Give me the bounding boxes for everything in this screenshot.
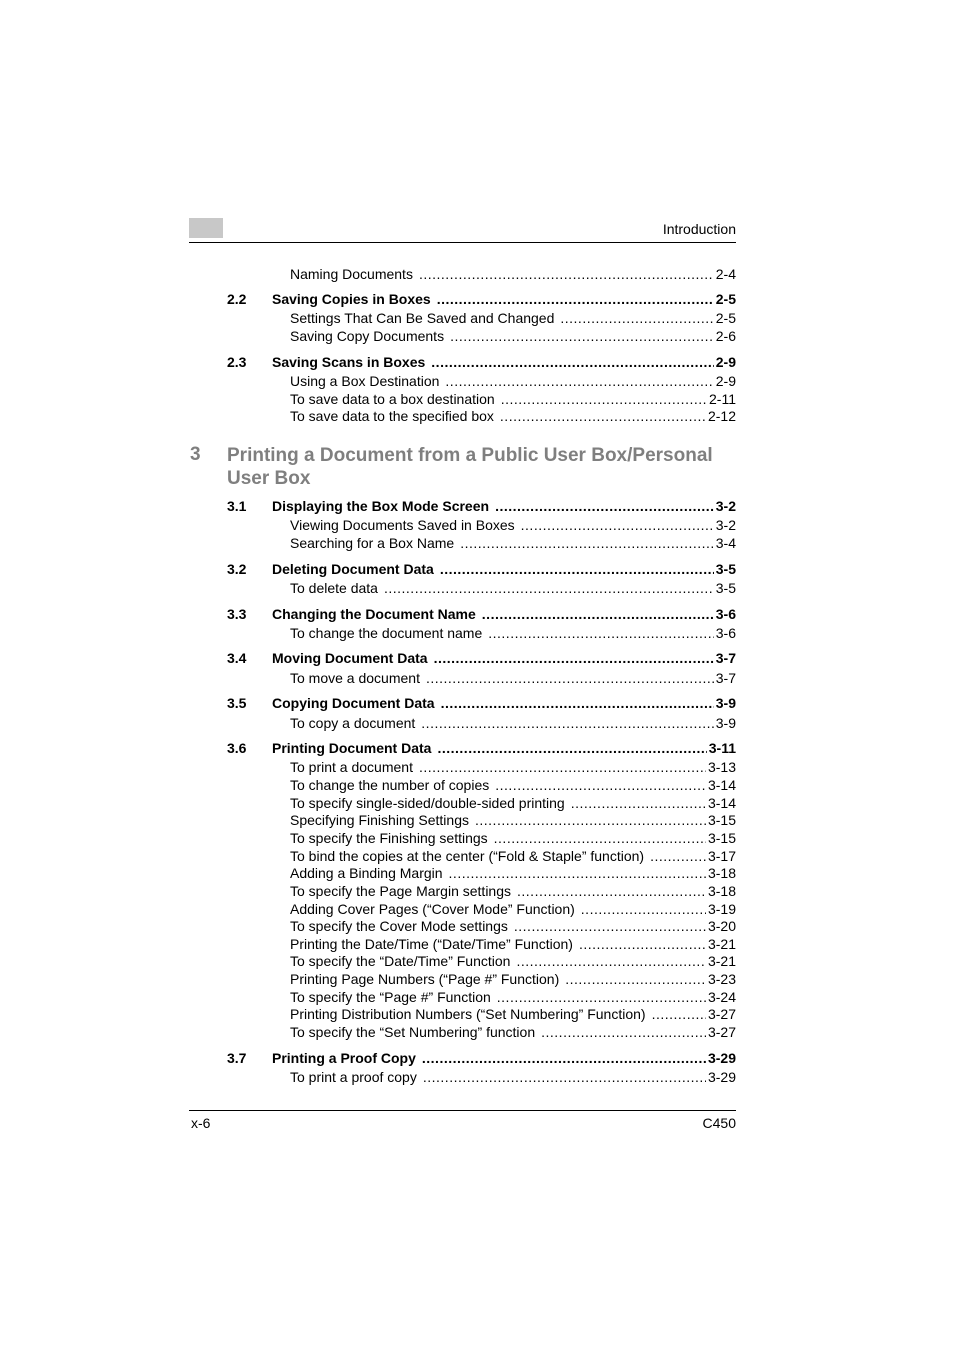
toc-entry[interactable] bbox=[290, 408, 736, 426]
toc-entry[interactable] bbox=[290, 936, 736, 954]
toc-leader bbox=[437, 740, 706, 756]
toc-entry[interactable] bbox=[290, 535, 736, 553]
toc-entry[interactable] bbox=[290, 517, 736, 535]
toc-leader bbox=[495, 498, 714, 514]
toc-entry[interactable] bbox=[290, 625, 736, 643]
toc-leader bbox=[652, 1006, 706, 1022]
toc-leader bbox=[450, 328, 714, 344]
toc-entry-page: 3-27 bbox=[707, 1024, 736, 1040]
toc-entry[interactable] bbox=[290, 1006, 736, 1024]
toc-entry-page: 3-18 bbox=[707, 883, 736, 899]
toc-entry[interactable] bbox=[290, 901, 736, 919]
toc-entry-title: To delete data bbox=[290, 580, 378, 596]
toc-entry-page: 2-9 bbox=[715, 373, 736, 389]
section-number: 3.1 bbox=[227, 498, 247, 514]
toc-section-title: Printing Document Data bbox=[272, 740, 432, 756]
toc-section-page: 2-5 bbox=[715, 291, 736, 307]
toc-leader bbox=[475, 812, 706, 828]
toc-entry-title: To print a proof copy bbox=[290, 1069, 417, 1085]
toc-entry[interactable] bbox=[290, 865, 736, 883]
toc-entry-page: 3-4 bbox=[715, 535, 736, 551]
toc-leader bbox=[500, 408, 706, 424]
toc-entry-page: 3-27 bbox=[707, 1006, 736, 1022]
toc-entry-page: 3-17 bbox=[707, 848, 736, 864]
toc-section-title: Moving Document Data bbox=[272, 650, 428, 666]
toc-entry-title: To specify the Finishing settings bbox=[290, 830, 488, 846]
toc-entry[interactable] bbox=[290, 328, 736, 346]
toc-section-page: 2-9 bbox=[715, 354, 736, 370]
toc-entry-title: To specify the Page Margin settings bbox=[290, 883, 512, 899]
chapter-number: 3 bbox=[190, 444, 201, 465]
toc-entry-title: Saving Copy Documents bbox=[290, 328, 445, 344]
toc-entry[interactable] bbox=[290, 812, 736, 830]
toc-section-page: 3-11 bbox=[708, 740, 736, 756]
toc-leader bbox=[571, 795, 706, 811]
toc-entry[interactable] bbox=[290, 989, 736, 1007]
toc-leader bbox=[434, 650, 714, 666]
section-number: 3.3 bbox=[227, 606, 247, 622]
toc-leader bbox=[445, 373, 713, 389]
toc-entry-page: 3-23 bbox=[707, 971, 736, 987]
section-number: 3.2 bbox=[227, 561, 247, 577]
toc-entry-title: To change the number of copies bbox=[290, 777, 490, 793]
toc-entry[interactable] bbox=[290, 1024, 736, 1042]
toc-leader bbox=[421, 715, 713, 731]
toc-section[interactable] bbox=[272, 606, 736, 624]
toc-section-title: Printing a Proof Copy bbox=[272, 1050, 416, 1066]
header-title: Introduction bbox=[662, 221, 736, 237]
toc-leader bbox=[460, 535, 714, 551]
toc-leader bbox=[501, 391, 707, 407]
toc-leader bbox=[494, 830, 706, 846]
toc-section-title: Copying Document Data bbox=[272, 695, 435, 711]
toc-section[interactable] bbox=[272, 561, 736, 579]
toc-entry-title: To save data to a box destination bbox=[290, 391, 495, 407]
toc-entry-page: 3-21 bbox=[707, 936, 736, 952]
toc-leader bbox=[579, 936, 706, 952]
toc-leader bbox=[423, 1069, 706, 1085]
toc-leader bbox=[422, 1050, 706, 1066]
toc-entry-title: To move a document bbox=[290, 670, 420, 686]
toc-section[interactable] bbox=[272, 1050, 736, 1068]
toc-entry-page: 3-20 bbox=[707, 918, 736, 934]
section-number: 3.5 bbox=[227, 695, 247, 711]
toc-entry-page: 3-6 bbox=[715, 625, 736, 641]
toc-entry-page: 3-24 bbox=[707, 989, 736, 1005]
toc-leader bbox=[419, 759, 706, 775]
toc-entry-page: 3-7 bbox=[715, 670, 736, 686]
toc-section-title: Displaying the Box Mode Screen bbox=[272, 498, 490, 514]
toc-entry-title: Printing Page Numbers (“Page #” Function) bbox=[290, 971, 560, 987]
toc-entry-page: 3-14 bbox=[707, 795, 736, 811]
toc-entry-title: Printing the Date/Time (“Date/Time” Function) bbox=[290, 936, 573, 952]
toc-entry-title: Searching for a Box Name bbox=[290, 535, 455, 551]
toc-entry[interactable] bbox=[290, 266, 736, 284]
toc-entry-title: Adding a Binding Margin bbox=[290, 865, 443, 881]
toc-entry-title: To print a document bbox=[290, 759, 413, 775]
toc-entry-title: To specify the “Page #” Function bbox=[290, 989, 491, 1005]
toc-section-title: Saving Copies in Boxes bbox=[272, 291, 431, 307]
toc-section-page: 3-6 bbox=[715, 606, 736, 622]
header-tab-marker bbox=[189, 218, 223, 238]
toc-leader bbox=[565, 971, 706, 987]
toc-entry[interactable] bbox=[290, 777, 736, 795]
toc-entry-page: 3-5 bbox=[715, 580, 736, 596]
toc-entry-title: Settings That Can Be Saved and Changed bbox=[290, 310, 555, 326]
footer-page-number: x-6 bbox=[191, 1115, 211, 1131]
toc-entry-title: Using a Box Destination bbox=[290, 373, 440, 389]
toc-entry-title: Printing Distribution Numbers (“Set Numbering” Function) bbox=[290, 1006, 646, 1022]
section-number: 2.2 bbox=[227, 291, 247, 307]
toc-entry-page: 3-15 bbox=[707, 812, 736, 828]
toc-entry[interactable] bbox=[290, 373, 736, 391]
toc-entry[interactable] bbox=[290, 715, 736, 733]
toc-entry-title: To save data to the specified box bbox=[290, 408, 494, 424]
toc-leader bbox=[560, 310, 713, 326]
toc-entry-title: To change the document name bbox=[290, 625, 483, 641]
toc-entry-page: 2-11 bbox=[709, 391, 736, 407]
toc-section-title: Changing the Document Name bbox=[272, 606, 476, 622]
toc-leader bbox=[482, 606, 714, 622]
toc-leader bbox=[521, 517, 714, 533]
toc-section[interactable] bbox=[272, 695, 736, 713]
toc-entry-title: Naming Documents bbox=[290, 266, 413, 282]
toc-entry-title: To specify single-sided/double-sided printing bbox=[290, 795, 565, 811]
toc-entry-page: 3-15 bbox=[707, 830, 736, 846]
section-number: 3.4 bbox=[227, 650, 247, 666]
toc-section[interactable] bbox=[272, 498, 736, 516]
header-rule bbox=[189, 242, 736, 243]
toc-entry-title: Adding Cover Pages (“Cover Mode” Function) bbox=[290, 901, 575, 917]
toc-leader bbox=[419, 266, 714, 282]
toc-leader bbox=[495, 777, 706, 793]
toc-section-page: 3-2 bbox=[715, 498, 736, 514]
toc-entry-title: To specify the “Set Numbering” function bbox=[290, 1024, 536, 1040]
toc-entry[interactable] bbox=[290, 759, 736, 777]
section-number: 3.7 bbox=[227, 1050, 247, 1066]
footer-model-name: C450 bbox=[702, 1115, 736, 1131]
section-number: 3.6 bbox=[227, 740, 247, 756]
toc-entry-title: To specify the Cover Mode settings bbox=[290, 918, 508, 934]
toc-entry-page: 2-5 bbox=[715, 310, 736, 326]
toc-entry[interactable] bbox=[290, 971, 736, 989]
footer-rule bbox=[189, 1110, 736, 1111]
toc-entry-title: Viewing Documents Saved in Boxes bbox=[290, 517, 515, 533]
toc-leader bbox=[441, 695, 714, 711]
toc-section-page: 3-29 bbox=[707, 1050, 736, 1066]
section-number: 2.3 bbox=[227, 354, 247, 370]
toc-entry[interactable] bbox=[290, 670, 736, 688]
toc-entry[interactable] bbox=[290, 1069, 736, 1087]
toc-leader bbox=[384, 580, 714, 596]
toc-entry[interactable] bbox=[290, 953, 736, 971]
toc-entry-title: To specify the “Date/Time” Function bbox=[290, 953, 511, 969]
toc-section[interactable] bbox=[272, 740, 736, 758]
toc-leader bbox=[541, 1024, 706, 1040]
toc-leader bbox=[517, 883, 706, 899]
toc-entry[interactable] bbox=[290, 391, 736, 409]
toc-section-page: 3-5 bbox=[715, 561, 736, 577]
toc-entry-page: 2-12 bbox=[707, 408, 736, 424]
toc-leader bbox=[650, 848, 706, 864]
toc-entry[interactable] bbox=[290, 580, 736, 598]
toc-section-page: 3-9 bbox=[715, 695, 736, 711]
toc-entry[interactable] bbox=[290, 918, 736, 936]
toc-leader bbox=[449, 865, 706, 881]
toc-entry-page: 3-14 bbox=[707, 777, 736, 793]
toc-entry[interactable] bbox=[290, 883, 736, 901]
toc-entry[interactable] bbox=[290, 795, 736, 813]
toc-entry-page: 3-19 bbox=[707, 901, 736, 917]
toc-leader bbox=[437, 291, 714, 307]
toc-section[interactable] bbox=[272, 650, 736, 668]
toc-entry-page: 3-21 bbox=[707, 953, 736, 969]
toc-entry-page: 3-9 bbox=[715, 715, 736, 731]
toc-entry-title: To bind the copies at the center (“Fold & Staple” function) bbox=[290, 848, 645, 864]
toc-leader bbox=[514, 918, 706, 934]
toc-section-title: Deleting Document Data bbox=[272, 561, 434, 577]
toc-entry-title: Specifying Finishing Settings bbox=[290, 812, 469, 828]
toc-leader bbox=[516, 953, 706, 969]
toc-leader bbox=[431, 354, 713, 370]
chapter-title[interactable]: Printing a Document from a Public User Box/Personal User Box bbox=[227, 445, 713, 489]
toc-entry-page: 2-6 bbox=[715, 328, 736, 344]
toc-leader bbox=[426, 670, 714, 686]
toc-leader bbox=[497, 989, 706, 1005]
toc-entry-page: 3-18 bbox=[707, 865, 736, 881]
toc-leader bbox=[488, 625, 714, 641]
toc-leader bbox=[581, 901, 706, 917]
toc-entry-page: 2-4 bbox=[715, 266, 736, 282]
toc-section[interactable] bbox=[272, 354, 736, 372]
toc-section[interactable] bbox=[272, 291, 736, 309]
toc-entry[interactable] bbox=[290, 848, 736, 866]
toc-entry[interactable] bbox=[290, 830, 736, 848]
toc-entry-page: 3-2 bbox=[715, 517, 736, 533]
toc-leader bbox=[440, 561, 714, 577]
toc-entry-page: 3-13 bbox=[707, 759, 736, 775]
toc-entry[interactable] bbox=[290, 310, 736, 328]
toc-entry-title: To copy a document bbox=[290, 715, 416, 731]
toc-section-page: 3-7 bbox=[715, 650, 736, 666]
toc-section-title: Saving Scans in Boxes bbox=[272, 354, 426, 370]
toc-entry-page: 3-29 bbox=[707, 1069, 736, 1085]
